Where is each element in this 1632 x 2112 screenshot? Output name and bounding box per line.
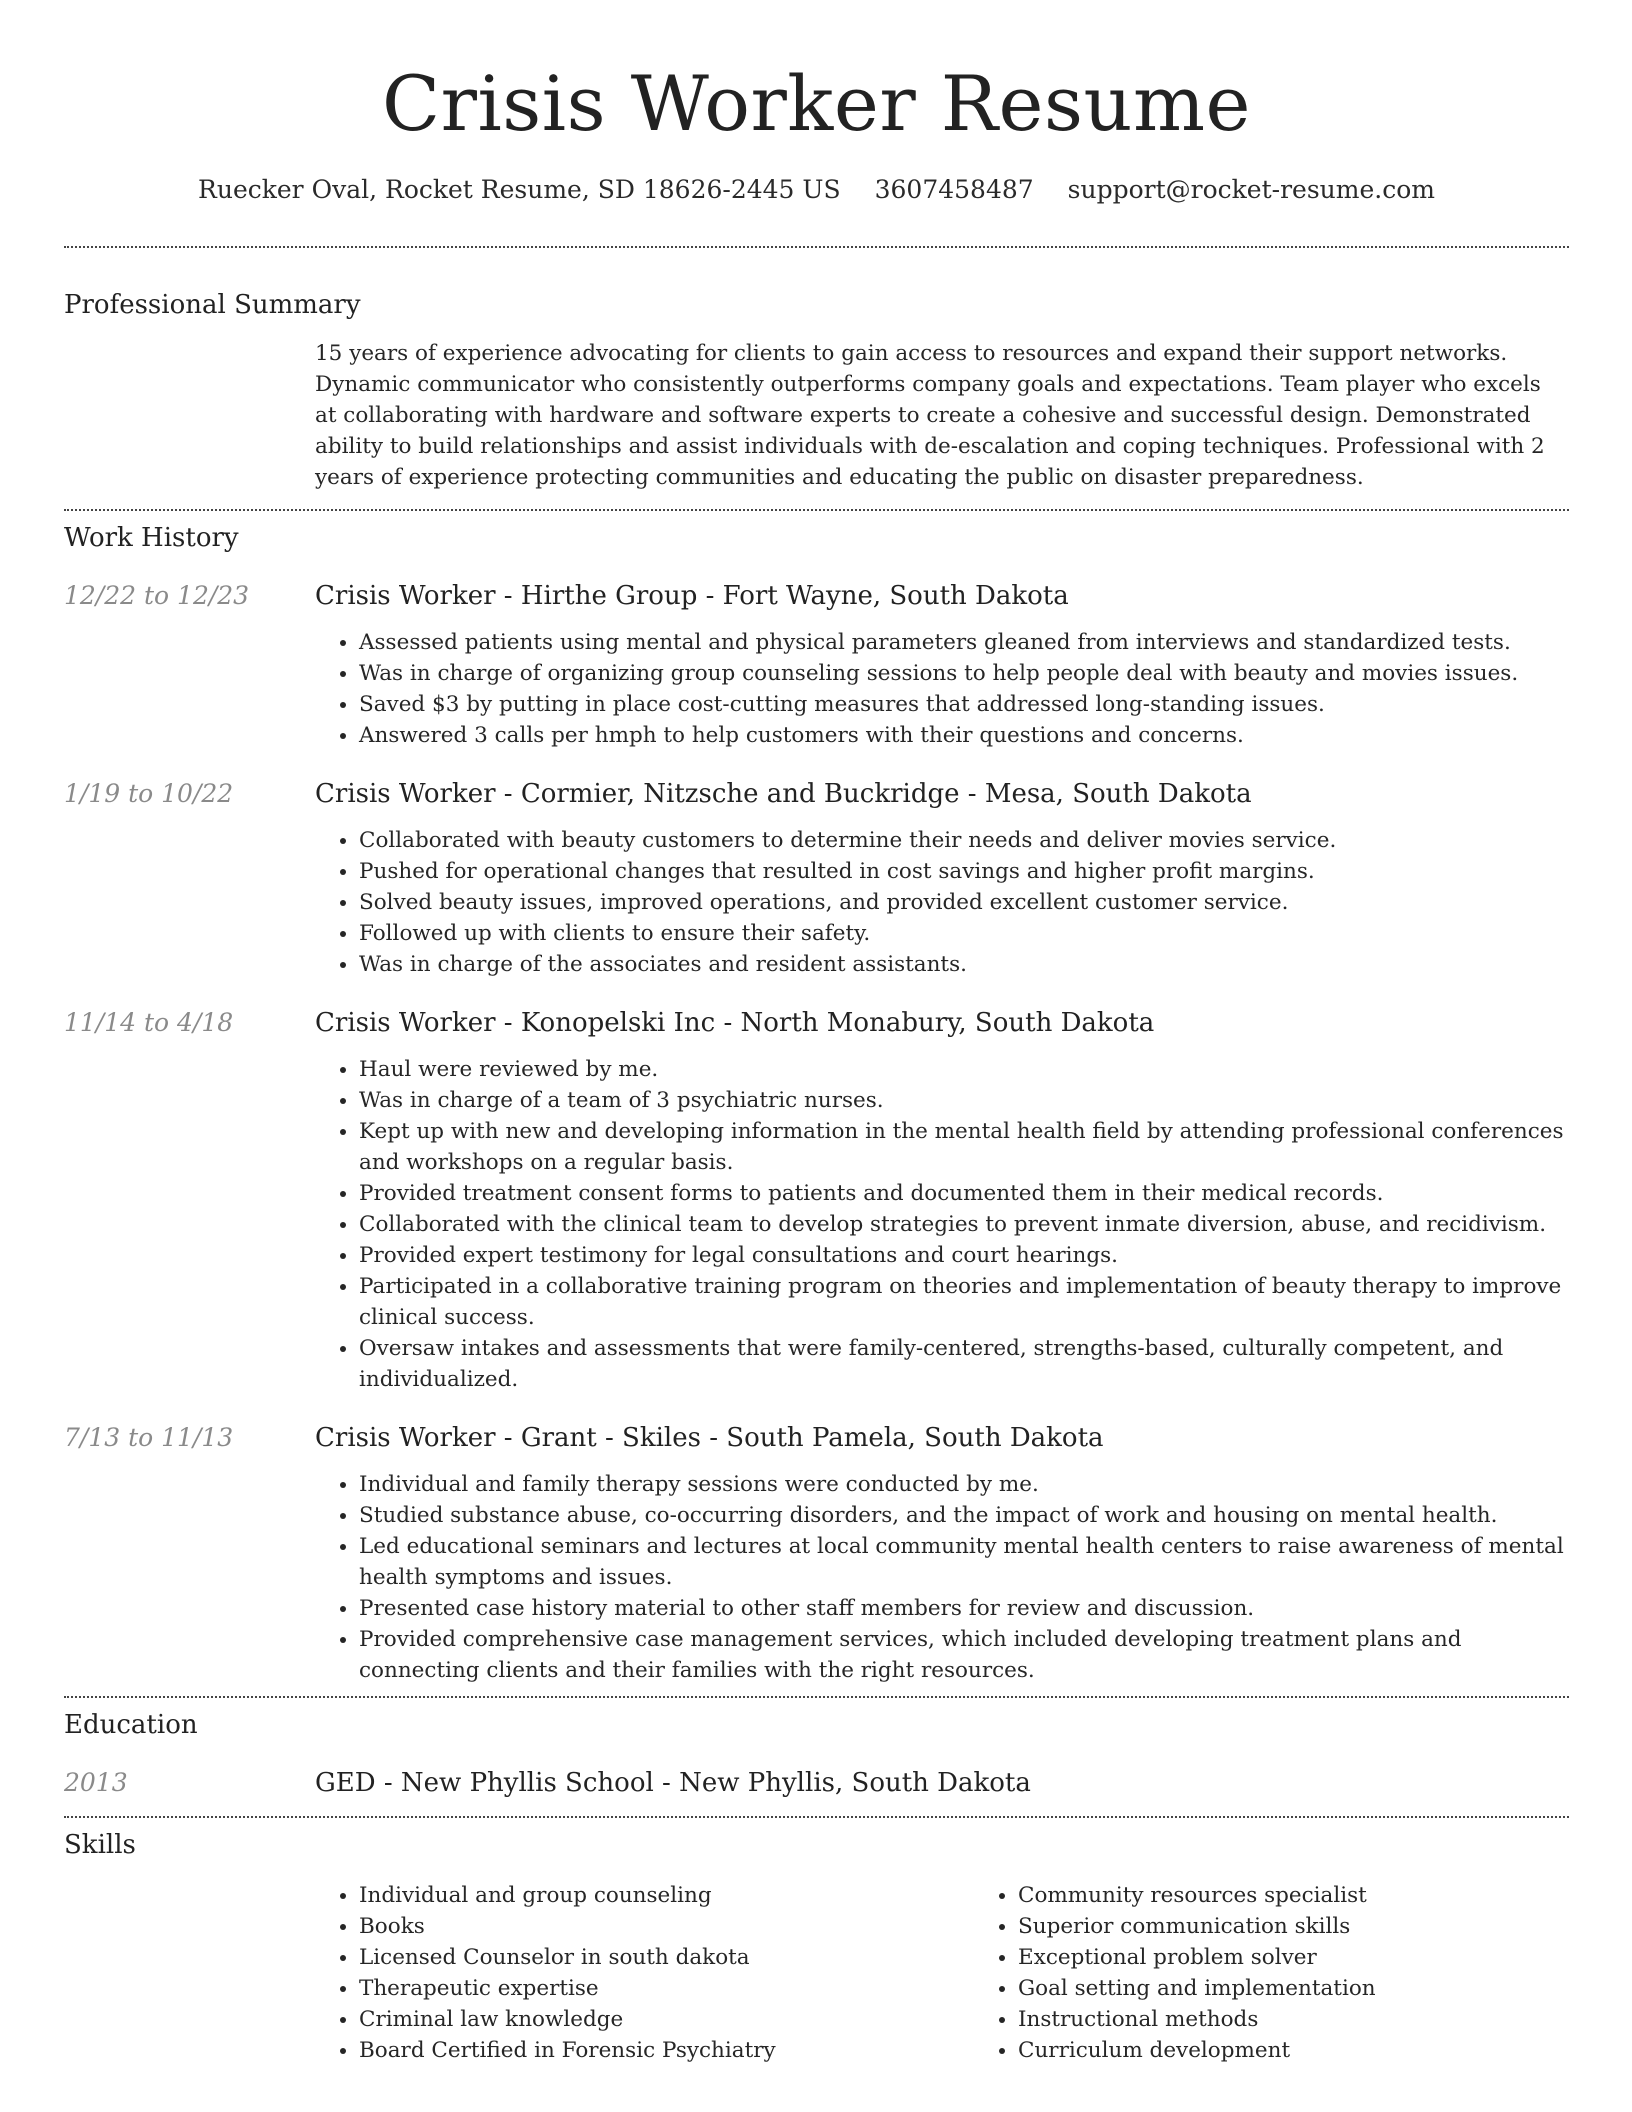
job-entry <box>64 1421 1569 1686</box>
list-item: • Followed up with clients to ensure their safety. <box>359 918 1569 949</box>
list-item: • Books <box>359 1911 974 1942</box>
list-item: • Answered 3 calls per hmph to help customers with their questions and concerns. <box>359 720 1569 751</box>
section-divider <box>64 509 1569 511</box>
summary-text: 15 years of experience advocating for clients to gain access to resources and expand their support networks. Dynamic communicator who consistently outperforms company goals and expectations. Team player who excels at collaborating with hardware and software experts to create a cohesive and successful design. Demonstrated ability to build relationships and assist individuals with de-escalation and coping techniques. Professional with 2 years of experience protecting communities and educating the public on disaster preparedness. <box>315 341 1545 490</box>
skills-row <box>64 1880 1569 2066</box>
list-item: • Licensed Counselor in south dakota <box>359 1942 974 1973</box>
list-item: • Oversaw intakes and assessments that were family-centered, strengths-based, culturally competent, and individualized. <box>359 1333 1569 1395</box>
contact-info <box>64 170 1569 210</box>
job-dates: 11/14 to 4/18 <box>64 1008 234 1037</box>
section-heading-skills: Skills <box>64 1830 136 1860</box>
job-bullets <box>315 1469 1569 1686</box>
job-title: Crisis Worker - Hirthe Group - Fort Wayne, South Dakota <box>315 581 1069 611</box>
section-heading-education: Education <box>64 1710 198 1740</box>
list-item: • Community resources specialist <box>1018 1880 1632 1911</box>
list-item: • Was in charge of organizing group counseling sessions to help people deal with beauty and movies issues. <box>359 658 1569 689</box>
list-item: • Was in charge of the associates and resident assistants. <box>359 949 1569 980</box>
list-item: • Saved $3 by putting in place cost-cutting measures that addressed long-standing issues. <box>359 689 1569 720</box>
section-divider <box>64 1816 1569 1818</box>
summary-row <box>64 338 1569 493</box>
education-year: 2013 <box>64 1768 128 1797</box>
list-item: • Curriculum development <box>1018 2035 1632 2066</box>
list-item: • Kept up with new and developing information in the mental health field by attending professional conferences and workshops on a regular basis. <box>359 1116 1569 1178</box>
list-item: • Therapeutic expertise <box>359 1973 974 2004</box>
contact-phone: 3607458487 <box>874 175 1034 204</box>
job-title: Crisis Worker - Grant - Skiles - South Pamela, South Dakota <box>315 1423 1104 1453</box>
job-title: Crisis Worker - Cormier, Nitzsche and Buckridge - Mesa, South Dakota <box>315 779 1252 809</box>
section-divider <box>64 246 1569 248</box>
job-entry <box>64 777 1569 980</box>
list-item: • Board Certified in Forensic Psychiatry <box>359 2035 974 2066</box>
education-title: GED - New Phyllis School - New Phyllis, South Dakota <box>315 1768 1031 1798</box>
list-item: • Instructional methods <box>1018 2004 1632 2035</box>
list-item: • Collaborated with beauty customers to determine their needs and deliver movies service. <box>359 825 1569 856</box>
skills-list-left <box>315 1880 974 2066</box>
list-item: • Individual and group counseling <box>359 1880 974 1911</box>
job-bullets <box>315 1054 1569 1395</box>
list-item: • Exceptional problem solver <box>1018 1942 1632 1973</box>
resume-title: Crisis Worker Resume <box>381 59 1251 148</box>
list-item: • Individual and family therapy sessions were conducted by me. <box>359 1469 1569 1500</box>
section-heading-work: Work History <box>64 523 239 553</box>
list-item: • Assessed patients using mental and physical parameters gleaned from interviews and standardized tests. <box>359 627 1569 658</box>
education-entry <box>64 1766 1569 1800</box>
list-item: • Participated in a collaborative training program on theories and implementation of beauty therapy to improve clinical success. <box>359 1271 1569 1333</box>
list-item: • Was in charge of a team of 3 psychiatric nurses. <box>359 1085 1569 1116</box>
list-item: • Goal setting and implementation <box>1018 1973 1632 2004</box>
resume-page <box>64 0 1569 2066</box>
contact-email: support@rocket-resume.com <box>1067 175 1435 204</box>
list-item: • Led educational seminars and lectures at local community mental health centers to raise awareness of mental health symptoms and issues. <box>359 1531 1569 1593</box>
list-item: • Haul were reviewed by me. <box>359 1054 1569 1085</box>
job-dates: 12/22 to 12/23 <box>64 581 250 610</box>
list-item: • Collaborated with the clinical team to develop strategies to prevent inmate diversion, abuse, and recidivism. <box>359 1209 1569 1240</box>
job-entry <box>64 1006 1569 1395</box>
list-item: • Pushed for operational changes that resulted in cost savings and higher profit margins. <box>359 856 1569 887</box>
job-dates: 7/13 to 11/13 <box>64 1423 234 1452</box>
list-item: • Provided treatment consent forms to patients and documented them in their medical records. <box>359 1178 1569 1209</box>
list-item: • Solved beauty issues, improved operations, and provided excellent customer service. <box>359 887 1569 918</box>
section-divider <box>64 1696 1569 1698</box>
list-item: • Presented case history material to other staff members for review and discussion. <box>359 1593 1569 1624</box>
list-item: • Studied substance abuse, co-occurring disorders, and the impact of work and housing on mental health. <box>359 1500 1569 1531</box>
list-item: • Provided comprehensive case management services, which included developing treatment plans and connecting clients and their families with the right resources. <box>359 1624 1569 1686</box>
job-title: Crisis Worker - Konopelski Inc - North Monabury, South Dakota <box>315 1008 1155 1038</box>
list-item: • Provided expert testimony for legal consultations and court hearings. <box>359 1240 1569 1271</box>
list-item: • Superior communication skills <box>1018 1911 1632 1942</box>
job-bullets <box>315 627 1569 751</box>
section-heading-summary: Professional Summary <box>64 290 361 320</box>
list-item: • Criminal law knowledge <box>359 2004 974 2035</box>
contact-address: Ruecker Oval, Rocket Resume, SD 18626-2445 US <box>198 175 841 204</box>
job-dates: 1/19 to 10/22 <box>64 779 234 808</box>
job-entry <box>64 579 1569 751</box>
job-bullets <box>315 825 1569 980</box>
skills-list-right <box>974 1880 1632 2066</box>
